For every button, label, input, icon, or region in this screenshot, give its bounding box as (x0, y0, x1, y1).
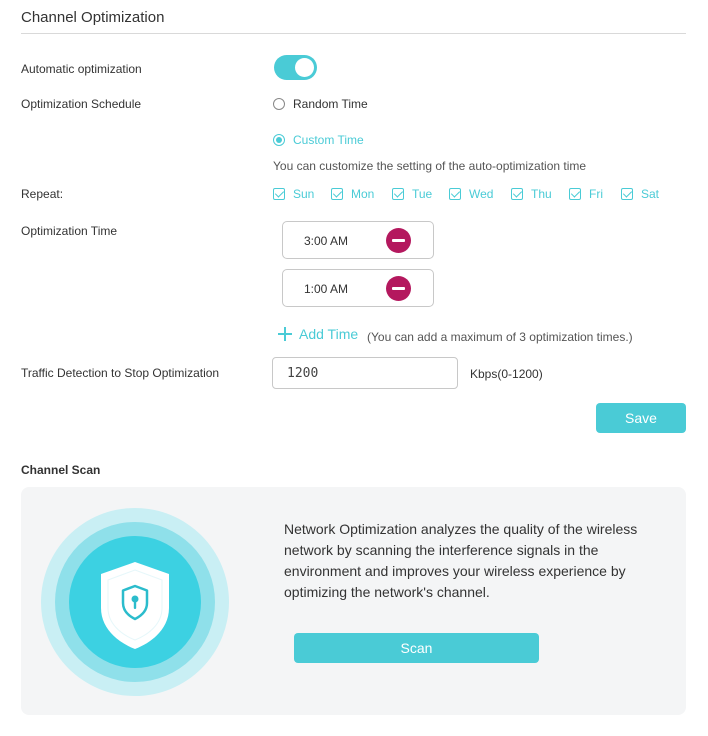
custom-time-radio[interactable] (273, 134, 285, 146)
checkbox-checked-icon (569, 188, 581, 200)
page-title: Channel Optimization (21, 9, 165, 26)
day-sun-checkbox[interactable] (273, 186, 314, 202)
day-label: Mon (351, 187, 375, 201)
add-time-label: Add Time (299, 326, 359, 342)
random-time-label[interactable]: Random Time (293, 97, 368, 111)
optimization-time-entry[interactable] (282, 269, 434, 307)
shield-lock-icon (41, 508, 229, 696)
auto-optimization-label: Automatic optimization (21, 62, 142, 76)
day-label: Thu (531, 187, 552, 201)
toggle-knob (295, 58, 314, 77)
traffic-units-label: Kbps(0-1200) (470, 367, 543, 381)
optimization-time-label: Optimization Time (21, 224, 118, 238)
add-time-note: (You can add a maximum of 3 optimization times.) (367, 330, 633, 344)
plus-icon (278, 327, 292, 341)
checkbox-checked-icon (511, 188, 523, 200)
day-fri-checkbox[interactable] (569, 186, 603, 202)
channel-scan-title: Channel Scan (21, 463, 101, 477)
day-mon-checkbox[interactable] (331, 186, 374, 202)
checkbox-checked-icon (331, 188, 343, 200)
day-label: Sat (641, 187, 660, 201)
day-sat-checkbox[interactable] (621, 186, 659, 202)
checkbox-checked-icon (449, 188, 461, 200)
custom-time-label[interactable]: Custom Time (293, 133, 364, 147)
day-label: Sun (293, 187, 315, 201)
auto-optimization-toggle[interactable] (274, 55, 317, 80)
save-button[interactable]: Save (596, 403, 686, 433)
title-divider (21, 33, 686, 34)
day-label: Wed (469, 187, 494, 201)
optimization-time-entry[interactable] (282, 221, 434, 259)
time-value: 3:00 AM (304, 234, 349, 248)
day-wed-checkbox[interactable] (449, 186, 493, 202)
optimization-schedule-label: Optimization Schedule (21, 97, 142, 111)
scan-button[interactable]: Scan (294, 633, 539, 663)
remove-time-icon[interactable] (386, 228, 411, 253)
day-label: Tue (412, 187, 433, 201)
checkbox-checked-icon (273, 188, 285, 200)
day-thu-checkbox[interactable] (511, 186, 552, 202)
time-value: 1:00 AM (304, 282, 349, 296)
traffic-detection-label: Traffic Detection to Stop Optimization (21, 366, 220, 380)
checkbox-checked-icon (621, 188, 633, 200)
random-time-radio[interactable] (273, 98, 285, 110)
remove-time-icon[interactable] (386, 276, 411, 301)
schedule-hint: You can customize the setting of the auto-optimization time (273, 159, 587, 173)
traffic-detection-input[interactable] (272, 357, 458, 389)
day-tue-checkbox[interactable] (392, 186, 432, 202)
checkbox-checked-icon (392, 188, 404, 200)
repeat-label: Repeat: (21, 187, 64, 201)
day-label: Fri (589, 187, 603, 201)
add-time-button[interactable] (278, 326, 358, 342)
channel-scan-description: Network Optimization analyzes the quality of the wireless network by scanning the interference signals in the environment and improves your wireless experience by optimizing the network's channel. (284, 521, 638, 600)
